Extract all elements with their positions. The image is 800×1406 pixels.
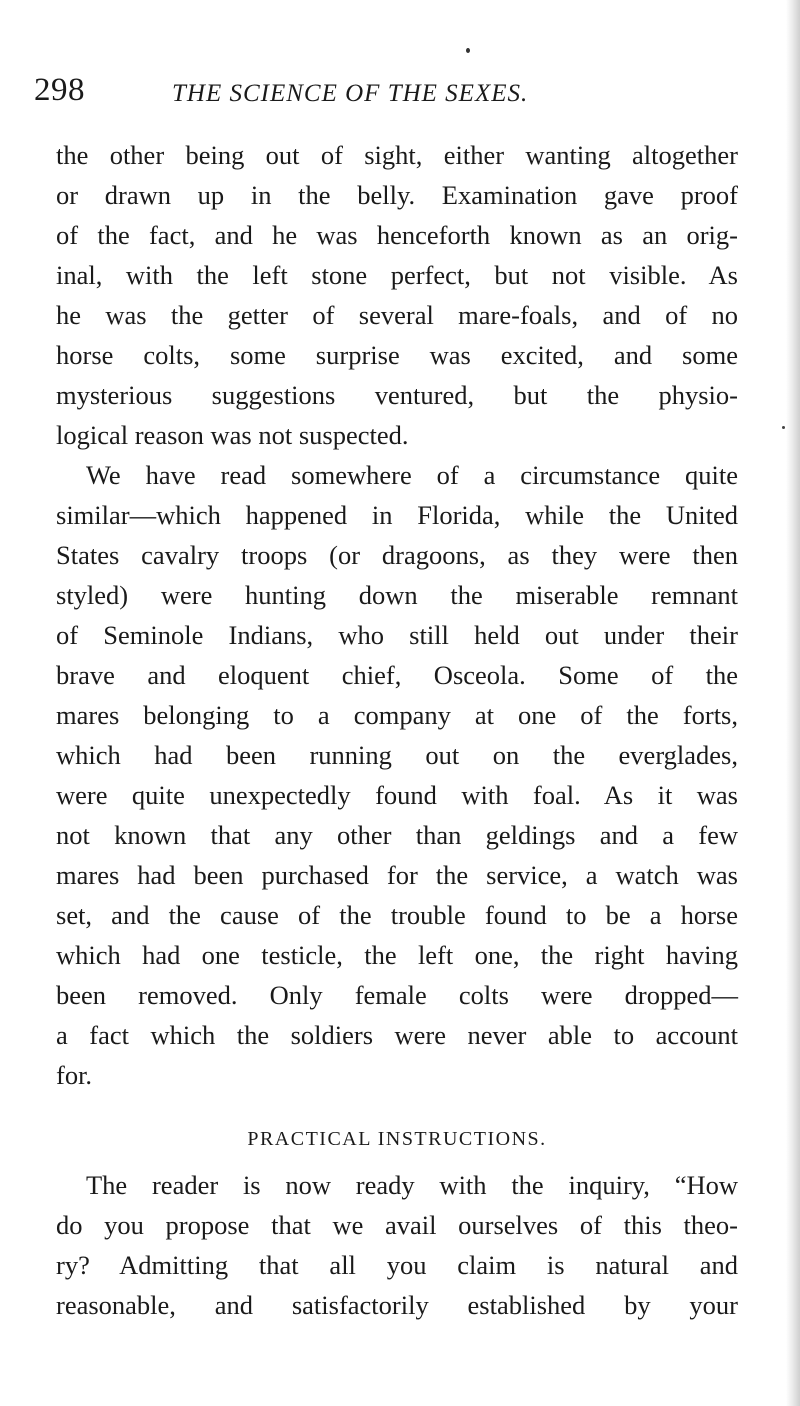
- section-heading: PRACTICAL INSTRUCTIONS.: [247, 1128, 547, 1150]
- text-line: brave and eloquent chief, Osceola. Some of the: [56, 660, 738, 690]
- text-line: of Seminole Indians, who still held out under their: [56, 620, 738, 650]
- text-line: do you propose that we avail ourselves of this theo-: [56, 1210, 738, 1240]
- paragraph: [56, 1165, 738, 1325]
- text-line: logical reason was not suspected.: [56, 420, 409, 450]
- text-line: horse colts, some surprise was excited, and some: [56, 340, 738, 370]
- text-line: the other being out of sight, either wanting altogether: [56, 140, 738, 170]
- text-line: were quite unexpectedly found with foal. As it was: [56, 780, 738, 810]
- print-speck: [782, 426, 785, 429]
- text-line: been removed. Only female colts were dropped—: [56, 980, 738, 1010]
- text-line: mares had been purchased for the service, a watch was: [56, 860, 738, 890]
- paragraph: [56, 135, 738, 455]
- text-line: styled) were hunting down the miserable remnant: [56, 580, 738, 610]
- text-line: We have read somewhere of a circumstance quite: [86, 460, 738, 490]
- text-line: reasonable, and satisfactorily established by your: [56, 1290, 738, 1320]
- page-number: 298: [34, 72, 85, 108]
- text-line: States cavalry troops (or dragoons, as they were then: [56, 540, 738, 570]
- text-line: of the fact, and he was henceforth known as an orig-: [56, 220, 738, 250]
- text-line: for.: [56, 1060, 93, 1090]
- page-edge-shadow: [786, 0, 800, 1406]
- text-line: The reader is now ready with the inquiry, “How: [86, 1170, 738, 1200]
- text-line: which had been running out on the everglades,: [56, 740, 738, 770]
- text-line: inal, with the left stone perfect, but not visible. As: [56, 260, 738, 290]
- text-line: which had one testicle, the left one, the right having: [56, 940, 738, 970]
- text-line: set, and the cause of the trouble found to be a horse: [56, 900, 738, 930]
- text-line: not known that any other than geldings and a few: [56, 820, 738, 850]
- text-line: mares belonging to a company at one of the forts,: [56, 700, 738, 730]
- running-head: THE SCIENCE OF THE SEXES.: [172, 80, 529, 107]
- text-line: mysterious suggestions ventured, but the physio-: [56, 380, 738, 410]
- text-line: similar—which happened in Florida, while the United: [56, 500, 738, 530]
- print-speck: [466, 48, 470, 53]
- text-line: a fact which the soldiers were never able to account: [56, 1020, 738, 1050]
- text-line: or drawn up in the belly. Examination gave proof: [56, 180, 738, 210]
- paragraph: [56, 455, 738, 1095]
- text-line: he was the getter of several mare-foals, and of no: [56, 300, 738, 330]
- body-text: [56, 135, 738, 1325]
- page-header: [34, 72, 740, 112]
- text-line: ry? Admitting that all you claim is natural and: [56, 1250, 738, 1280]
